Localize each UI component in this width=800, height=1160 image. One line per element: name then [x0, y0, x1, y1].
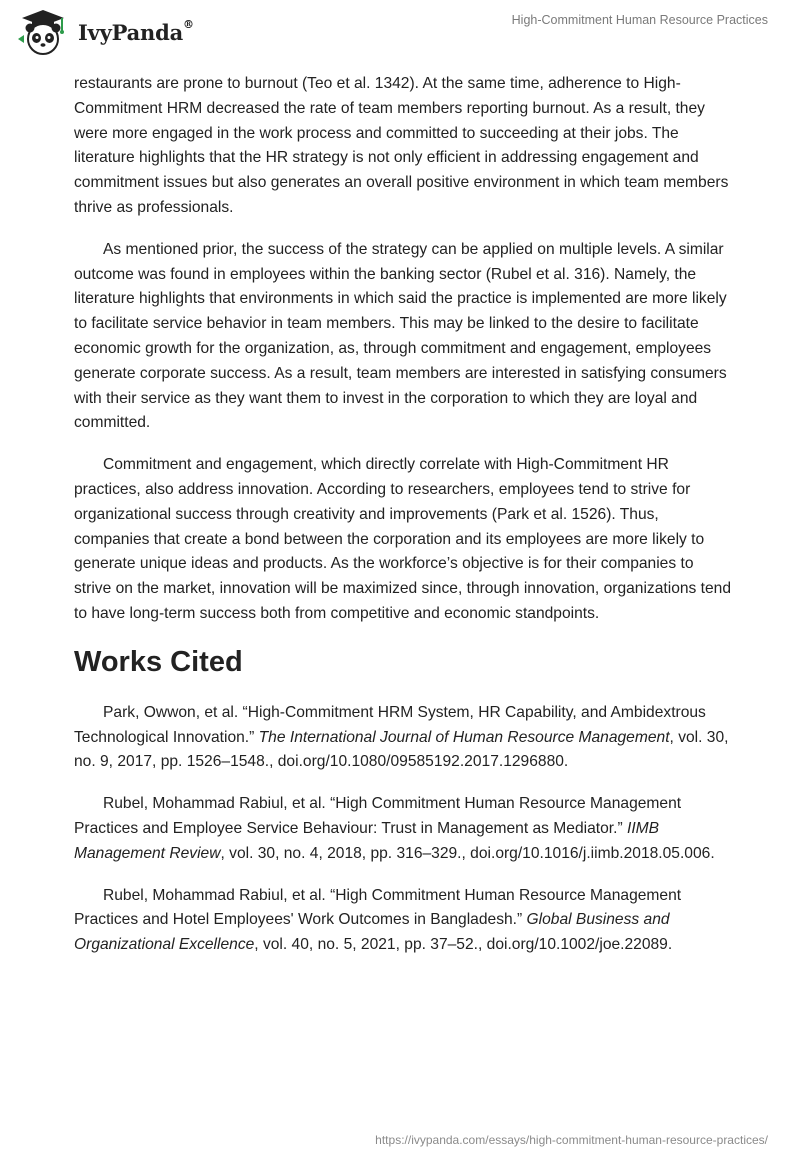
journal-title: Global Business and Organizational Excellence [74, 911, 670, 954]
source-url-link[interactable]: https://ivypanda.com/essays/high-commitment-human-resource-practices/ [375, 1133, 768, 1147]
journal-title: The International Journal of Human Resource Management [258, 728, 670, 746]
citation-entry: Rubel, Mohammad Rabiul, et al. “High Commitment Human Resource Management Practices and Employee Service Behaviour: Trust in Management as Mediator.” IIMB Management Review, vol. 30, no. 4, 2018, pp. 316–329., doi.org/10.1016/j.iimb.2018.05.006. [74, 795, 715, 862]
page-header [0, 0, 800, 64]
journal-title: IIMB Management Review [74, 819, 660, 862]
works-cited-heading: Works Cited [74, 645, 243, 678]
running-title: High-Commitment Human Resource Practices [511, 13, 768, 27]
body-paragraph: As mentioned prior, the success of the strategy can be applied on multiple levels. A similar outcome was found in employees within the banking sector (Rubel et al. 316). Namely, the literature highlights that environments in which said the practice is implemented are more likely to facilitate service behavior in team members. This may be linked to the desire to facilitate economic growth for the organization, as, through commitment and engagement, employees generate corporate success. As a result, team members are interested in satisfying consumers with their service as they want them to invest in the corporation to which they are loyal and committed. [74, 240, 727, 432]
citation-entry: Rubel, Mohammad Rabiul, et al. “High Commitment Human Resource Management Practices and Hotel Employees' Work Outcomes in Bangladesh.” Global Business and Organizational Excellence, vol. 40, no. 5, 2021, pp. 37–52., doi.org/10.1002/joe.22089. [74, 886, 682, 954]
panda-graduate-icon [14, 9, 72, 55]
citation-entry: Park, Owwon, et al. “High-Commitment HRM System, HR Capability, and Ambidextrous Technological Innovation.” The International Journal of Human Resource Management, vol. 30, no. 9, 2017, pp. 1526–1548., doi.org/10.1080/09585192.2017.1296880. [74, 703, 729, 771]
ivypanda-logo[interactable] [14, 8, 194, 56]
body-paragraph: Commitment and engagement, which directly correlate with High-Commitment HR practices, also address innovation. According to researchers, employees tend to strive for organizational success through creativity and improvements (Park et al. 1526). Thus, companies that create a bond between the corporation and its employees are more likely to generate unique ideas and products. As the workforce’s objective is for their companies to strive on the market, innovation will be maximized since, through innovation, organizations tend to have long-term success both from competitive and economic standpoints. [74, 456, 732, 622]
document-body [74, 72, 734, 975]
logo-text: IvyPanda® [78, 17, 194, 45]
body-paragraph: restaurants are prone to burnout (Teo et al. 1342). At the same time, adherence to High-Commitment HRM decreased the rate of team members reporting burnout. As a result, they were more engaged in the work process and committed to succeeding at their jobs. The literature highlights that the HR strategy is not only efficient in addressing engagement and commitment issues but also generates an overall positive environment in which team members thrive as professionals. [74, 75, 729, 216]
